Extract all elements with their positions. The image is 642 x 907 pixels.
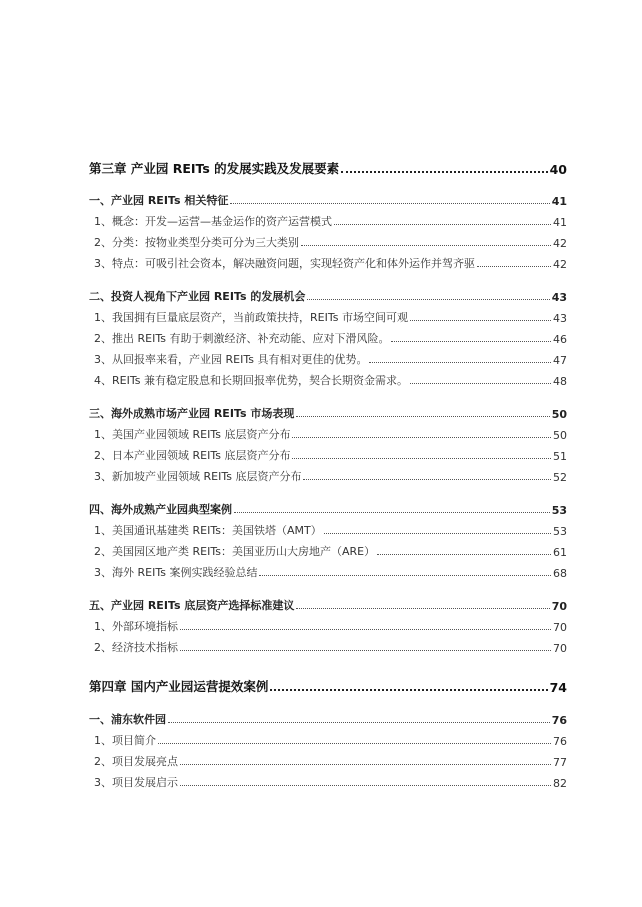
toc-chapter[interactable] bbox=[89, 159, 567, 177]
toc-item[interactable] bbox=[89, 211, 567, 229]
toc-entry-title: 三、海外成熟市场产业园 REITs 市场表现 bbox=[89, 407, 295, 420]
toc-item[interactable] bbox=[89, 445, 567, 463]
toc-item[interactable] bbox=[89, 637, 567, 655]
toc-page-number: 70 bbox=[553, 621, 567, 634]
dot-leader bbox=[296, 608, 549, 609]
toc-page-number: 70 bbox=[551, 600, 567, 613]
dot-leader bbox=[296, 416, 549, 417]
dot-leader bbox=[369, 362, 551, 363]
dot-leader bbox=[377, 554, 551, 555]
toc-item[interactable] bbox=[89, 307, 567, 325]
dot-leader bbox=[158, 743, 551, 744]
toc-item[interactable] bbox=[89, 616, 567, 634]
toc-item[interactable] bbox=[89, 424, 567, 442]
toc-page-number: 43 bbox=[553, 312, 567, 325]
dot-leader bbox=[234, 512, 550, 513]
dot-leader bbox=[410, 320, 551, 321]
toc-page-number: 76 bbox=[553, 735, 567, 748]
dot-leader bbox=[292, 437, 551, 438]
toc-page-number: 70 bbox=[553, 642, 567, 655]
toc-entry-title: 2、分类：按物业类型分类可分为三大类别 bbox=[94, 236, 299, 249]
dot-leader bbox=[391, 341, 551, 342]
toc-entry-title: 一、浦东软件园 bbox=[89, 713, 166, 726]
toc-section[interactable] bbox=[89, 286, 567, 304]
dot-leader bbox=[303, 479, 551, 480]
toc-item[interactable] bbox=[89, 253, 567, 271]
toc-entry-title: 1、美国产业园领域 REITs 底层资产分布 bbox=[94, 428, 291, 441]
toc-item[interactable] bbox=[89, 541, 567, 559]
toc-page-number: 41 bbox=[553, 216, 567, 229]
toc-entry-title: 2、日本产业园领域 REITs 底层资产分布 bbox=[94, 449, 291, 462]
dot-leader bbox=[168, 722, 550, 723]
toc-entry-title: 1、项目简介 bbox=[94, 734, 156, 747]
toc-entry-title: 2、项目发展亮点 bbox=[94, 755, 178, 768]
toc-item[interactable] bbox=[89, 232, 567, 250]
toc-item[interactable] bbox=[89, 349, 567, 367]
dot-leader bbox=[180, 629, 551, 630]
toc-page-number: 42 bbox=[553, 258, 567, 271]
toc-page-number: 46 bbox=[553, 333, 567, 346]
toc-page-number: 82 bbox=[553, 777, 567, 790]
dot-leader bbox=[324, 533, 551, 534]
toc-entry-title: 2、经济技术指标 bbox=[94, 641, 178, 654]
toc-page-number: 43 bbox=[551, 291, 567, 304]
toc-item[interactable] bbox=[89, 730, 567, 748]
dot-leader bbox=[341, 171, 547, 173]
toc-page-number: 41 bbox=[551, 195, 567, 208]
dot-leader bbox=[477, 266, 551, 267]
toc-page-number: 68 bbox=[553, 567, 567, 580]
toc-item[interactable] bbox=[89, 466, 567, 484]
toc-entry-title: 3、新加坡产业园领域 REITs 底层资产分布 bbox=[94, 470, 302, 483]
dot-leader bbox=[180, 764, 551, 765]
toc-entry-title: 3、海外 REITs 案例实践经验总结 bbox=[94, 566, 258, 579]
dot-leader bbox=[334, 224, 551, 225]
toc-section[interactable] bbox=[89, 499, 567, 517]
toc-page-number: 76 bbox=[551, 714, 567, 727]
toc-page-number: 74 bbox=[549, 680, 567, 695]
toc-item[interactable] bbox=[89, 520, 567, 538]
toc-page-number: 52 bbox=[553, 471, 567, 484]
toc-entry-title: 1、我国拥有巨量底层资产，当前政策扶持，REITs 市场空间可观 bbox=[94, 311, 408, 324]
toc-page-number: 48 bbox=[553, 375, 567, 388]
toc-entry-title: 4、REITs 兼有稳定股息和长期回报率优势，契合长期资金需求。 bbox=[94, 374, 408, 387]
dot-leader bbox=[230, 203, 549, 204]
toc-entry-title: 四、海外成熟产业园典型案例 bbox=[89, 503, 232, 516]
dot-leader bbox=[292, 458, 551, 459]
toc-page-number: 77 bbox=[553, 756, 567, 769]
dot-leader bbox=[180, 650, 551, 651]
dot-leader bbox=[180, 785, 551, 786]
toc-section[interactable] bbox=[89, 190, 567, 208]
toc-entry-title: 3、项目发展启示 bbox=[94, 776, 178, 789]
toc-page-number: 53 bbox=[551, 504, 567, 517]
dot-leader bbox=[259, 575, 551, 576]
toc-entry-title: 2、推出 REITs 有助于刺激经济、补充动能、应对下滑风险。 bbox=[94, 332, 390, 345]
toc-section[interactable] bbox=[89, 403, 567, 421]
toc-entry-title: 五、产业园 REITs 底层资产选择标准建议 bbox=[89, 599, 295, 612]
toc-item[interactable] bbox=[89, 772, 567, 790]
toc-chapter[interactable] bbox=[89, 677, 567, 695]
toc-page-number: 40 bbox=[549, 162, 567, 177]
toc-page-number: 61 bbox=[553, 546, 567, 559]
toc-page-number: 50 bbox=[551, 408, 567, 421]
toc-page-number: 42 bbox=[553, 237, 567, 250]
toc-item[interactable] bbox=[89, 751, 567, 769]
toc-entry-title: 3、特点：可吸引社会资本，解决融资问题，实现轻资产化和体外运作并驾齐驱 bbox=[94, 257, 475, 270]
toc-entry-title: 3、从回报率来看，产业园 REITs 具有相对更佳的优势。 bbox=[94, 353, 368, 366]
toc-section[interactable] bbox=[89, 709, 567, 727]
toc-item[interactable] bbox=[89, 562, 567, 580]
toc-page-number: 51 bbox=[553, 450, 567, 463]
dot-leader bbox=[307, 299, 549, 300]
toc-item[interactable] bbox=[89, 328, 567, 346]
dot-leader bbox=[301, 245, 551, 246]
toc-page-number: 47 bbox=[553, 354, 567, 367]
toc-entry-title: 1、外部环境指标 bbox=[94, 620, 178, 633]
toc-entry-title: 第四章 国内产业园运营提效案例 bbox=[89, 679, 269, 694]
toc-entry-title: 2、美国园区地产类 REITs：美国亚历山大房地产（ARE） bbox=[94, 545, 376, 558]
dot-leader bbox=[270, 689, 547, 691]
toc-entry-title: 第三章 产业园 REITs 的发展实践及发展要素 bbox=[89, 161, 340, 176]
toc-entry-title: 1、概念：开发—运营—基金运作的资产运营模式 bbox=[94, 215, 332, 228]
toc-section[interactable] bbox=[89, 595, 567, 613]
dot-leader bbox=[410, 383, 551, 384]
toc-entry-title: 一、产业园 REITs 相关特征 bbox=[89, 194, 229, 207]
toc-entry-title: 1、美国通讯基建类 REITs：美国铁塔（AMT） bbox=[94, 524, 322, 537]
toc-page-number: 53 bbox=[553, 525, 567, 538]
toc-entry-title: 二、投资人视角下产业园 REITs 的发展机会 bbox=[89, 290, 306, 303]
toc-item[interactable] bbox=[89, 370, 567, 388]
toc-page-number: 50 bbox=[553, 429, 567, 442]
